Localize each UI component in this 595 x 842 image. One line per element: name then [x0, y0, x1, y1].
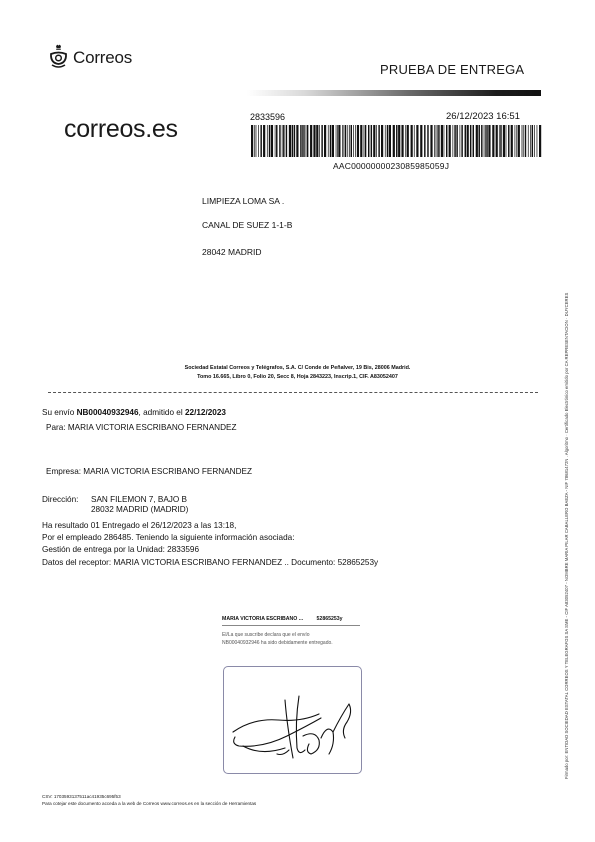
barcode-bar: [338, 125, 340, 157]
barcode-bar: [481, 125, 482, 157]
barcode-bar: [306, 125, 307, 157]
barcode-bar: [347, 125, 348, 157]
barcode-bar: [328, 125, 329, 157]
barcode-bar: [260, 125, 261, 157]
barcode-bar: [364, 125, 365, 157]
dashed-separator: [48, 392, 538, 393]
recipient-street: CANAL DE SUEZ 1-1-B: [202, 220, 293, 230]
barcode-bar: [523, 125, 524, 157]
barcode-bar: [503, 125, 505, 157]
resultado-line: Ha resultado 01 Entregado el 26/12/2023 a las 13:18,: [42, 521, 237, 530]
barcode-bar: [316, 125, 318, 157]
barcode-bar: [456, 125, 457, 157]
barcode-bar: [525, 125, 526, 157]
barcode-bar: [441, 125, 443, 157]
barcode-datetime: 26/12/2023 16:51: [446, 111, 520, 122]
barcode-bar: [286, 125, 287, 157]
admitido-date: 22/12/2023: [184, 408, 226, 417]
barcode-number: 2833596: [250, 112, 286, 122]
barcode-bar: [436, 125, 437, 157]
barcode-bar: [387, 125, 388, 157]
barcode-bar: [336, 125, 337, 157]
direccion-line2: 28032 MADRID (MADRID): [91, 505, 189, 514]
signature-header: [222, 616, 343, 622]
barcode-bar: [500, 125, 501, 157]
barcode-image: [251, 125, 542, 157]
signer-document: 52865253y: [316, 616, 343, 622]
barcode-bar: [416, 125, 418, 157]
barcode-bar: [496, 125, 498, 157]
website-text: correos.es: [64, 115, 178, 143]
barcode-bar: [485, 125, 486, 157]
barcode-bar: [453, 125, 454, 157]
barcode-bar: [344, 125, 345, 157]
barcode-bar: [449, 125, 451, 157]
barcode-bar: [271, 125, 273, 157]
barcode-bar: [321, 125, 322, 157]
barcode-bar: [355, 125, 356, 157]
barcode-bar: [324, 125, 326, 157]
barcode-bar: [342, 125, 343, 157]
barcode-bar: [337, 125, 338, 157]
envio-line: Su envío NB00040932946, admitido el 22/12/2023: [42, 408, 226, 417]
barcode-bar: [414, 125, 415, 157]
barcode-bar: [515, 125, 516, 157]
barcode-bar: [385, 125, 386, 157]
barcode-bar: [332, 125, 334, 157]
barcode-bar: [263, 125, 265, 157]
barcode-bar: [454, 125, 455, 157]
barcode-bar: [353, 125, 354, 157]
barcode-bar: [307, 125, 308, 157]
recipient-name: LIMPIEZA LOMA SA .: [202, 196, 285, 206]
post-horn-crown-icon: [49, 44, 68, 72]
barcode-bar: [420, 125, 422, 157]
signature-rule: [222, 625, 360, 626]
gestion-line: Gestión de entrega por la Unidad: 2833596: [42, 545, 200, 554]
barcode-bar: [446, 125, 447, 157]
barcode-bar: [279, 125, 280, 157]
barcode-bar: [251, 125, 253, 157]
csv-code: CSV: 1703593137511ac41935c695f53: [42, 794, 121, 799]
barcode-bar: [376, 125, 377, 157]
barcode-bar: [461, 125, 462, 157]
barcode-bar: [313, 125, 315, 157]
barcode-bar: [511, 125, 513, 157]
barcode-bar: [292, 125, 293, 157]
barcode-bar: [488, 125, 490, 157]
recipient-city: 28042 MADRID: [202, 247, 262, 257]
barcode-bar: [424, 125, 425, 157]
para-line: Para: MARIA VICTORIA ESCRIBANO FERNANDEZ: [46, 423, 237, 432]
empleado-line: Por el empleado 286485. Teniendo la siguiente información asociada:: [42, 533, 295, 542]
barcode-bar: [486, 125, 487, 157]
handwritten-signature: [223, 666, 360, 772]
barcode-bar: [365, 125, 366, 157]
barcode-bar: [434, 125, 435, 157]
barcode-bar: [275, 125, 276, 157]
barcode-bar: [389, 125, 391, 157]
barcode-bar: [330, 125, 331, 157]
electronic-signature-side-text: Firmado por: ENTIDAD SOCIEDAD ESTATAL CORREOS Y TELEGRAFOS SA SME - CIF A83052407 - NOMBRE MARIA PILAR CABALLERO BAEZA - NIF 78681472N . Algoritmo · Certificado Electrónico emitido por CA REPRESENTACION · DUYCERES: [564, 292, 569, 779]
barcode-bar: [282, 125, 283, 157]
barcode-bar: [319, 125, 320, 157]
barcode-bar: [537, 125, 538, 157]
barcode-bar: [430, 125, 432, 157]
barcode-bar: [405, 125, 406, 157]
barcode-bar: [351, 125, 352, 157]
barcode-bar: [534, 125, 535, 157]
barcode-bar: [357, 125, 359, 157]
barcode-bar: [411, 125, 413, 157]
barcode-bar: [283, 125, 284, 157]
barcode-bar: [530, 125, 531, 157]
barcode-bar: [532, 125, 533, 157]
barcode-bar: [473, 125, 474, 157]
barcode-bar: [398, 125, 400, 157]
barcode-bar: [294, 125, 295, 157]
receptor-line: Datos del receptor: MARIA VICTORIA ESCRIBANO FERNANDEZ .. Documento: 52865253y: [42, 558, 379, 567]
brand-name: Correos: [73, 48, 133, 67]
barcode-bar: [528, 125, 529, 157]
barcode-bar: [479, 125, 480, 157]
barcode-bar: [470, 125, 471, 157]
barcode-bar: [345, 125, 346, 157]
header-gradient-rule: [247, 90, 541, 96]
barcode-bar: [460, 125, 461, 157]
barcode-bar: [516, 125, 517, 157]
barcode-bar: [381, 125, 383, 157]
signature-declaration: El/La que suscribe declara que el envío NB00040932946 ha sido debidamente entregado.: [222, 632, 333, 646]
barcode-bar: [289, 125, 291, 157]
barcode-bar: [539, 125, 541, 157]
barcode-bar: [444, 125, 445, 157]
csv-footer: [42, 794, 256, 807]
barcode-bar: [467, 125, 469, 157]
barcode-code: AAC0000000023085985059J: [333, 161, 450, 171]
barcode-bar: [465, 125, 466, 157]
barcode-bar: [518, 125, 520, 157]
barcode-bar: [310, 125, 312, 157]
barcode-bar: [506, 125, 507, 157]
barcode-bar: [258, 125, 259, 157]
barcode-bar: [476, 125, 478, 157]
company-info-line1: Sociedad Estatal Correos y Telégrafos, S.A. C/ Conde de Peñalver, 19 Bis, 28006 Madrid.: [184, 365, 411, 371]
envio-number: NB00040932946: [76, 408, 139, 417]
barcode-bar: [427, 125, 428, 157]
empresa-line: Empresa: MARIA VICTORIA ESCRIBANO FERNANDEZ: [46, 467, 252, 476]
barcode-bar: [508, 125, 509, 157]
barcode-bar: [437, 125, 438, 157]
barcode-bar: [349, 125, 350, 157]
document-title: PRUEBA DE ENTREGA: [380, 62, 525, 77]
company-info-line2: Tomo 16.665, Libro 0, Folio 20, Secc 8, Hoja 2843223, Inscrip.1, CIF. A83052407: [197, 374, 398, 380]
barcode-bar: [438, 125, 439, 157]
correos-logo: [49, 44, 132, 72]
barcode-bar: [396, 125, 397, 157]
barcode-bar: [522, 125, 523, 157]
company-info: [0, 364, 595, 382]
barcode-bar: [256, 125, 257, 157]
direccion-line1: SAN FILEMON 7, BAJO B: [91, 495, 187, 504]
barcode-bar: [378, 125, 379, 157]
barcode-bar: [304, 125, 305, 157]
barcode-bar: [407, 125, 409, 157]
cotejo-text: Para cotejar este documento acceda a la web de Correos www.correos.es en la sección de Herramientas: [42, 800, 257, 806]
signer-name: MARIA VICTORIA ESCRIBANO ...: [222, 616, 304, 622]
barcode-bar: [254, 125, 255, 157]
direccion-label: Dirección:: [42, 495, 79, 504]
barcode-bar: [368, 125, 369, 157]
barcode-bar: [300, 125, 301, 157]
barcode-bar: [484, 125, 485, 157]
barcode-bar: [302, 125, 303, 157]
barcode-bar: [276, 125, 277, 157]
barcode-bar: [371, 125, 372, 157]
barcode-bar: [360, 125, 362, 157]
barcode-bar: [492, 125, 494, 157]
barcode-bar: [267, 125, 268, 157]
barcode-bar: [296, 125, 298, 157]
barcode-bar: [373, 125, 375, 157]
barcode-bar: [401, 125, 403, 157]
barcode-bar: [393, 125, 395, 157]
barcode-bar: [269, 125, 270, 157]
barcode-bar: [499, 125, 500, 157]
